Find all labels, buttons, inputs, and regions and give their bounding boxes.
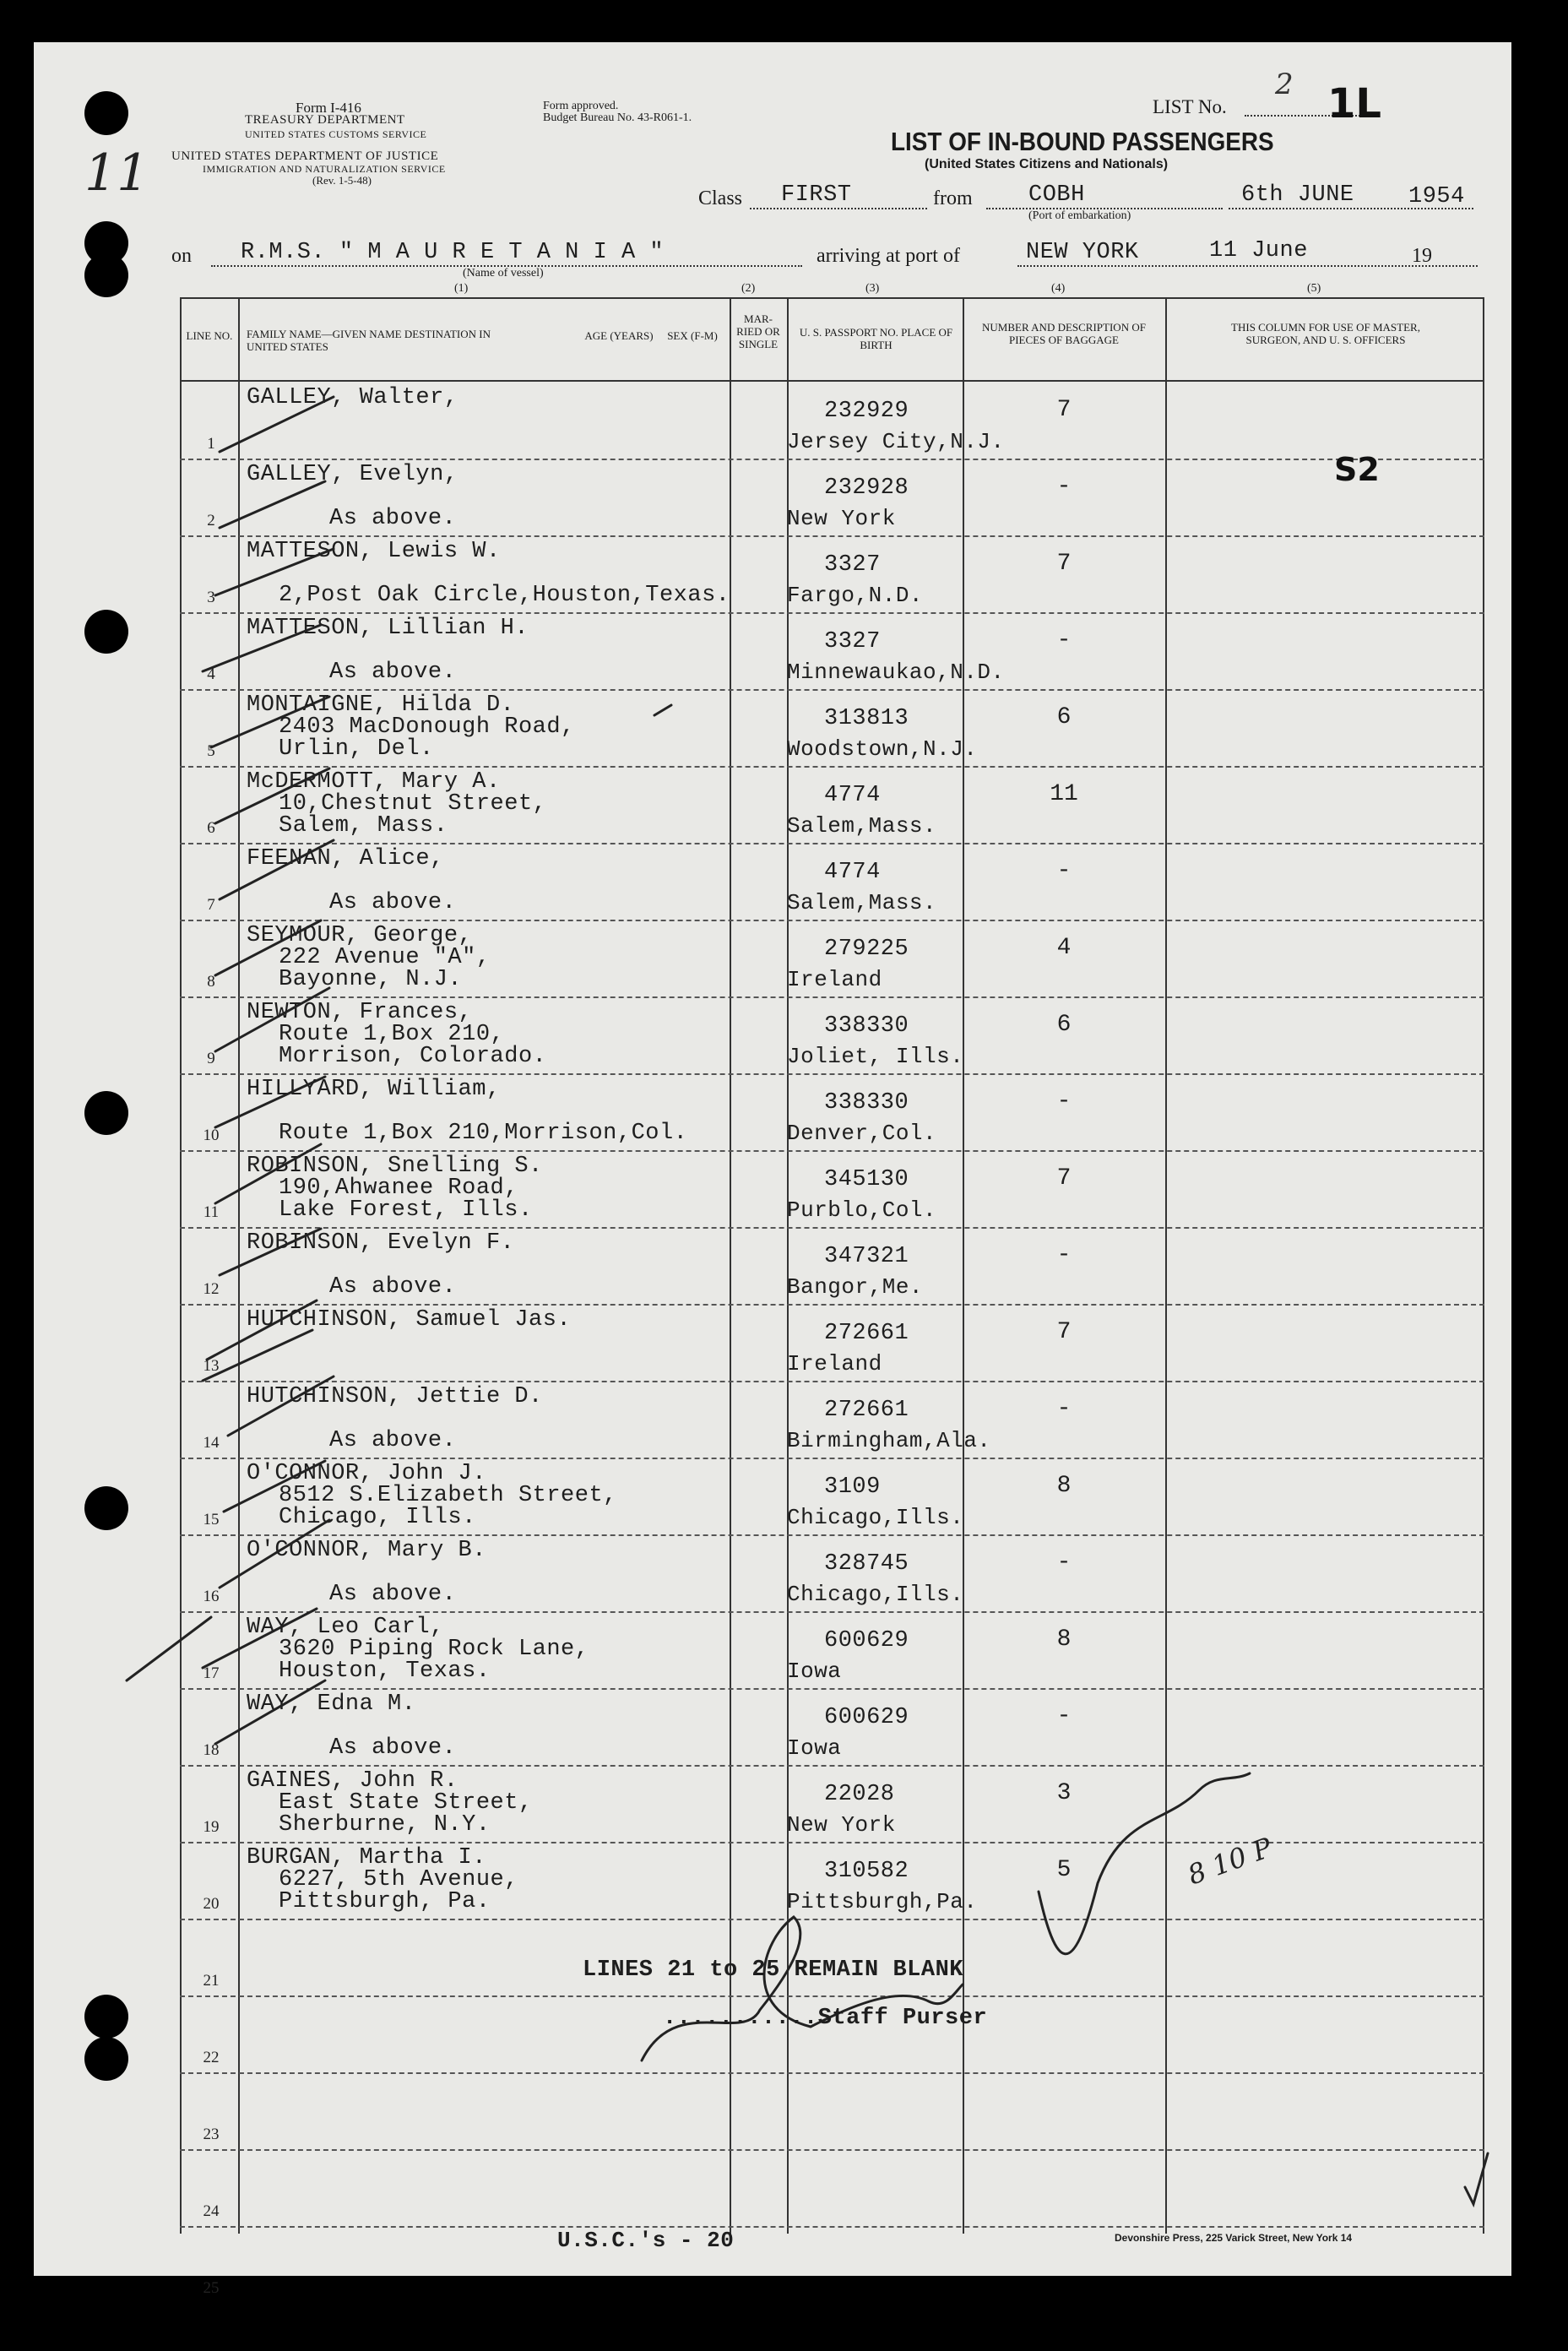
baggage-count: - (1056, 1550, 1072, 1576)
place-of-birth: Woodstown,N.J. (787, 736, 978, 762)
line-number: 5 (207, 742, 215, 760)
destination-line: 222 Avenue "A", (279, 945, 491, 970)
place-of-birth: Fargo,N.D. (787, 583, 924, 608)
baggage-count: 7 (1056, 397, 1072, 423)
passport-number: 3109 (824, 1474, 881, 1500)
passport-number: 347321 (824, 1244, 909, 1269)
passenger-name: McDERMOTT, Mary A. (247, 769, 501, 795)
destination-line: 2403 MacDonough Road, (279, 714, 575, 740)
destination-line: Sherburne, N.Y. (279, 1812, 491, 1838)
passenger-name: WAY, Leo Carl, (247, 1615, 444, 1640)
baggage-count: 11 (1050, 781, 1078, 807)
justice-dept: UNITED STATES DEPARTMENT OF JUSTICE (171, 149, 439, 163)
place-of-birth: Denver,Col. (787, 1121, 937, 1146)
passenger-name: BURGAN, Martha I. (247, 1845, 486, 1870)
passport-number: 338330 (824, 1013, 909, 1039)
handwritten-list-number: 1L (1327, 80, 1381, 128)
passport-number: 310582 (824, 1859, 909, 1884)
line-number: 23 (203, 2126, 220, 2143)
passenger-name: MATTESON, Lewis W. (247, 539, 501, 564)
col-marker-4: (4) (1051, 282, 1066, 295)
line-number: 14 (203, 1434, 220, 1452)
place-of-birth: Purblo,Col. (787, 1197, 937, 1223)
port-caption: (Port of embarkation) (1028, 209, 1131, 222)
destination-line: 190,Ahwanee Road, (279, 1176, 518, 1201)
line-number: 13 (203, 1357, 220, 1375)
line-number: 9 (207, 1050, 215, 1067)
side-note: 8 10 P (1183, 1831, 1277, 1892)
baggage-count: - (1056, 1089, 1072, 1115)
passenger-name: WAY, Edna M. (247, 1691, 416, 1717)
passport-number: 338330 (824, 1090, 909, 1116)
passport-number: 600629 (824, 1705, 909, 1730)
destination-line: 6227, 5th Avenue, (279, 1867, 518, 1892)
col-header-age: AGE (YEARS) (584, 329, 654, 342)
baggage-count: 3 (1056, 1780, 1072, 1806)
revision: (Rev. 1-5-48) (312, 174, 372, 187)
line-number: 12 (203, 1280, 220, 1298)
col-header-passport: U. S. PASSPORT NO. PLACE OF BIRTH (799, 326, 953, 351)
baggage-count: - (1056, 1396, 1072, 1422)
place-of-birth: Iowa (787, 1659, 842, 1684)
passenger-name: ROBINSON, Evelyn F. (247, 1230, 515, 1256)
passport-number: 272661 (824, 1398, 909, 1423)
departure-year: 1954 (1408, 184, 1465, 209)
place-of-birth: Ireland (787, 1351, 882, 1376)
passport-number: 232928 (824, 475, 909, 501)
arriving-label: arriving at port of (817, 245, 960, 267)
place-of-birth: New York (787, 506, 896, 531)
destination-line: As above. (329, 890, 457, 915)
budget-bureau: Budget Bureau No. 43-R061-1. (543, 111, 692, 124)
destination-line: Salem, Mass. (279, 813, 448, 839)
col-marker-5: (5) (1307, 282, 1321, 295)
col-header-officers: THIS COLUMN FOR USE OF MASTER, SURGEON, AND U. S. OFFICERS (1231, 321, 1420, 346)
passenger-name: O'CONNOR, Mary B. (247, 1538, 486, 1563)
vessel-caption: (Name of vessel) (463, 267, 544, 280)
line-number: 24 (203, 2202, 220, 2220)
destination-line: As above. (329, 1428, 457, 1453)
usc-code: U.S.C.'s - 20 (557, 2228, 735, 2253)
destination-line: As above. (329, 660, 457, 685)
passenger-name: O'CONNOR, John J. (247, 1461, 486, 1486)
place-of-birth: Birmingham,Ala. (787, 1428, 991, 1453)
on-label: on (171, 245, 192, 267)
destination-line: 2,Post Oak Circle,Houston,Texas. (279, 583, 730, 608)
customs-service: UNITED STATES CUSTOMS SERVICE (245, 128, 427, 140)
class-label: Class (698, 187, 743, 209)
passenger-name: SEYMOUR, George, (247, 923, 473, 948)
col-header-married: MAR-RIED OR SINGLE (736, 312, 780, 350)
destination-line: As above. (329, 506, 457, 531)
destination-line: Chicago, Ills. (279, 1505, 476, 1530)
destination-line: Lake Forest, Ills. (279, 1197, 533, 1223)
col-header-sex: SEX (F-M) (667, 329, 718, 342)
line-number: 18 (203, 1741, 220, 1759)
destination-line: Bayonne, N.J. (279, 967, 463, 992)
arrival-date: 11 June (1209, 238, 1308, 263)
destination-line: Route 1,Box 210,Morrison,Col. (279, 1121, 688, 1146)
col-header-name: FAMILY NAME—GIVEN NAME DESTINATION IN UNITED STATES (247, 328, 491, 353)
form-number: Form I-416 (296, 100, 361, 116)
place-of-birth: Ireland (787, 967, 882, 992)
place-of-birth: New York (787, 1812, 896, 1838)
baggage-count: - (1056, 858, 1072, 884)
col-marker-2: (2) (741, 282, 756, 295)
line-number: 15 (203, 1511, 220, 1528)
passport-number: 328745 (824, 1551, 909, 1577)
line-number: 11 (203, 1203, 220, 1221)
passport-number: 3327 (824, 629, 881, 654)
line-number: 17 (203, 1664, 220, 1682)
destination-line: As above. (329, 1735, 457, 1761)
baggage-count: 7 (1056, 551, 1072, 577)
passenger-name: ROBINSON, Snelling S. (247, 1154, 543, 1179)
passenger-name: MONTAIGNE, Hilda D. (247, 692, 515, 718)
baggage-count: 8 (1056, 1626, 1072, 1653)
destination-line: As above. (329, 1274, 457, 1300)
passenger-name: NEWTON, Frances, (247, 1000, 473, 1025)
line-number: 8 (207, 973, 215, 991)
line-number: 16 (203, 1588, 220, 1605)
place-of-birth: Chicago,Ills. (787, 1505, 964, 1530)
baggage-count: 4 (1056, 935, 1072, 961)
line-number: 25 (203, 2279, 220, 2297)
col-header-baggage: NUMBER AND DESCRIPTION OF PIECES OF BAGGAGE (982, 321, 1146, 346)
passport-number: 232929 (824, 399, 909, 424)
place-of-birth: Minnewaukao,N.D. (787, 660, 1005, 685)
col-marker-3: (3) (865, 282, 880, 295)
passport-number: 279225 (824, 937, 909, 962)
line-number: 21 (203, 1972, 220, 1990)
destination-line: 3620 Piping Rock Lane, (279, 1637, 589, 1662)
line-number: 20 (203, 1895, 220, 1913)
departure-date: 6th JUNE (1241, 182, 1354, 208)
line-number: 3 (207, 589, 215, 606)
line-number: 22 (203, 2049, 220, 2066)
place-of-birth: Iowa (787, 1735, 842, 1761)
passenger-name: MATTESON, Lillian H. (247, 616, 529, 641)
passport-number: 3327 (824, 552, 881, 578)
destination-line: As above. (329, 1582, 457, 1607)
destination-line: 8512 S.Elizabeth Street, (279, 1483, 617, 1508)
printer-imprint: Devonshire Press, 225 Varick Street, New York 14 (1115, 2232, 1353, 2244)
col-marker-1: (1) (454, 282, 469, 295)
baggage-count: - (1056, 627, 1072, 654)
list-no-value: 2 (1275, 68, 1294, 101)
baggage-count: - (1056, 1703, 1072, 1729)
destination-line: Route 1,Box 210, (279, 1022, 505, 1047)
baggage-count: - (1056, 474, 1072, 500)
place-of-birth: Pittsburgh,Pa. (787, 1889, 978, 1914)
baggage-count: 8 (1056, 1473, 1072, 1499)
passport-number: 345130 (824, 1167, 909, 1192)
place-of-birth: Salem,Mass. (787, 813, 937, 839)
baggage-count: 5 (1056, 1857, 1072, 1883)
destination-line: Houston, Texas. (279, 1659, 491, 1684)
passport-number: 272661 (824, 1321, 909, 1346)
passenger-name: HILLYARD, William, (247, 1077, 501, 1102)
passenger-name: FEENAN, Alice, (247, 846, 444, 871)
list-no-label: LIST No. (1153, 96, 1227, 117)
year-prefix: 19 (1412, 245, 1432, 267)
place-of-birth: Jersey City,N.J. (787, 429, 1005, 454)
officer-mark: S2 (1334, 451, 1380, 488)
from-label: from (933, 187, 973, 209)
place-of-birth: Salem,Mass. (787, 890, 937, 915)
destination-line: East State Street, (279, 1790, 533, 1816)
place-of-birth: Joliet, Ills. (787, 1044, 964, 1069)
baggage-count: 7 (1056, 1319, 1072, 1345)
baggage-count: 6 (1056, 1012, 1072, 1038)
line-number: 10 (203, 1127, 220, 1144)
col-header-line-no: LINE NO. (186, 329, 233, 342)
destination-line: 10,Chestnut Street, (279, 791, 547, 817)
page-title: LIST OF IN-BOUND PASSENGERS (891, 127, 1274, 156)
place-of-birth: Chicago,Ills. (787, 1582, 964, 1607)
destination-line: Morrison, Colorado. (279, 1044, 547, 1069)
passenger-name: HUTCHINSON, Samuel Jas. (247, 1307, 572, 1333)
line-number: 6 (207, 819, 215, 837)
destination-line: Urlin, Del. (279, 736, 434, 762)
passport-number: 313813 (824, 706, 909, 731)
passport-number: 4774 (824, 860, 881, 885)
staff-purser: ...........Staff Purser (663, 2006, 988, 2031)
baggage-count: 6 (1056, 704, 1072, 730)
class-value: FIRST (781, 182, 852, 208)
ins-service: IMMIGRATION AND NATURALIZATION SERVICE (203, 163, 446, 175)
vessel-name: R.M.S. " M A U R E T A N I A " (241, 240, 665, 265)
passenger-name: GALLEY, Evelyn, (247, 462, 458, 487)
place-of-birth: Bangor,Me. (787, 1274, 924, 1300)
destination-line: Pittsburgh, Pa. (279, 1889, 491, 1914)
passenger-name: HUTCHINSON, Jettie D. (247, 1384, 543, 1409)
arrival-port: NEW YORK (1026, 240, 1139, 265)
line-number: 4 (207, 665, 215, 683)
treasury-dept: TREASURY DEPARTMENT (245, 113, 405, 127)
remain-blank-note: LINES 21 to 25 REMAIN BLANK (583, 1957, 963, 1983)
line-number: 1 (207, 435, 215, 453)
from-value: COBH (1028, 182, 1085, 208)
baggage-count: - (1056, 1242, 1072, 1268)
baggage-count: 7 (1056, 1165, 1072, 1192)
form-approved: Form approved. (543, 100, 619, 112)
page-subtitle: (United States Citizens and Nationals) (925, 157, 1169, 171)
margin-note: 11 (84, 144, 149, 203)
line-number: 7 (207, 896, 215, 914)
passport-number: 4774 (824, 783, 881, 808)
passport-number: 22028 (824, 1782, 895, 1807)
line-number: 2 (207, 512, 215, 529)
line-number: 19 (203, 1818, 220, 1836)
passport-number: 600629 (824, 1628, 909, 1653)
passenger-name: GALLEY, Walter, (247, 385, 458, 410)
passenger-name: GAINES, John R. (247, 1768, 458, 1794)
